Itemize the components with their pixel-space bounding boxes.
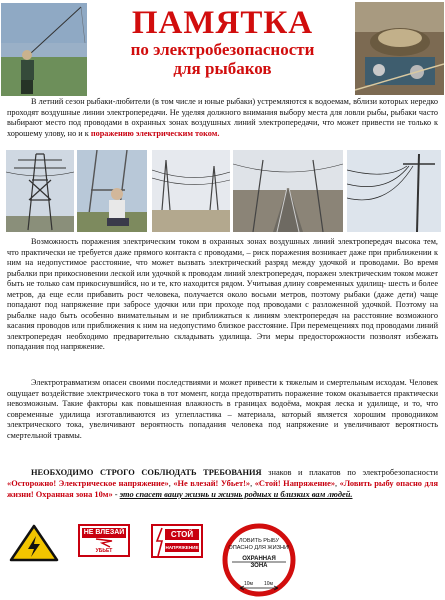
railway-photo bbox=[233, 150, 343, 232]
body-paragraph-2: Электротравматизм опасен своими последствиями и может привести к тяжелым и смертельным исходам. Человек ощущает воздействие электрического тока в тот момент, когда предотвратить поражение током оказывается практически невозможным. Такие факторы как повышенная влажность в границах водоёма, мокрая леска и удилище, и то, что современные удилища изготавливаются из углепластика – материала, который является хорошим проводником электрического тока, увеличивают вероятность попадания человека под напряжение и увеличивают вероятность смертельной травмы. bbox=[7, 378, 438, 440]
intro-paragraph bbox=[7, 97, 438, 139]
fish-sign-text: ЛОВИТЬ РЫБУ ОПАСНО ДЛЯ ЖИЗНИ! ОХРАННАЯ ЗОНА bbox=[228, 538, 290, 569]
power-tower-photo bbox=[6, 150, 74, 232]
wires-sky-photo bbox=[347, 150, 441, 232]
no-climb-sign bbox=[78, 524, 130, 557]
sign-stop: «Стой! Напряжение» bbox=[254, 478, 336, 488]
page-title: ПАМЯТКА bbox=[131, 5, 314, 41]
requirements-paragraph: НЕОБХОДИМО СТРОГО СОБЛЮДАТЬ ТРЕБОВАНИЯ знаков и плакатов по электробезопасности «Осторожно! Электрическое напряжение», «Не влезай! Убьет!», «Стой! Напряжение», «Ловить рыбу опасно для жизни! Охранная зона 10м» - это спасет вашу жизнь и жизнь родных и близких вам людей. bbox=[7, 468, 438, 499]
title-block bbox=[90, 6, 355, 78]
fishing-danger-round-sign bbox=[222, 522, 296, 598]
sign-no-climb: «Не влезай! Убьет!» bbox=[173, 478, 251, 488]
requirements-closing: это спасет вашу жизнь и жизнь родных и близких вам людей. bbox=[119, 489, 353, 499]
fishing-tackle-photo bbox=[355, 2, 444, 95]
no-climb-sublabel: УБЬЕТ bbox=[95, 548, 113, 554]
sign-caution: «Осторожно! Электрическое напряжение» bbox=[7, 478, 169, 488]
high-voltage-triangle-sign bbox=[9, 524, 59, 562]
stop-label: СТОЙ bbox=[165, 529, 199, 540]
no-climb-label: НЕ ВЛЕЗАЙ bbox=[83, 529, 125, 536]
requirements-mid: знаков и плакатов по электробезопасности bbox=[261, 468, 438, 477]
intro-highlight: поражению электрическим током. bbox=[90, 128, 220, 138]
fisherman-photo bbox=[1, 3, 87, 96]
page-subtitle-line2: для рыбаков bbox=[173, 59, 272, 78]
man-under-lines-photo bbox=[77, 150, 147, 232]
fish-distance-left: 10м bbox=[244, 581, 253, 587]
stop-voltage-sign bbox=[151, 524, 203, 558]
requirements-lead: НЕОБХОДИМО СТРОГО СОБЛЮДАТЬ ТРЕБОВАНИЯ bbox=[31, 468, 262, 477]
intro-text: В летний сезон рыбаки-любители (в том числе и юные рыбаки) устремляются к водоемам, вблизи которых нередко проходят воздушные линии электропередачи. Не уделяя должного внимания выбору места для ловли рыбы, рыбаки часто выбирают место под проводами в охранных зонах воздушных линий электропередачи, что может привести не только к хорошему улову, но и к bbox=[7, 97, 438, 138]
sign-fishing-zone: «Ловить рыбу опасно для жизни! Охранная зона 10м» bbox=[7, 478, 438, 499]
page-subtitle-line1: по электробезопасности bbox=[130, 40, 315, 59]
fish-distance-right: 10м bbox=[264, 581, 273, 587]
body-paragraph-1: Возможность поражения электрическим током в охранных зонах воздушных линий электропередач высока тем, что практически не требуется даже прямого контакта с проводами, – риск поражения возникает даже при приближении к ним на недопустимое расстояние, что может вызвать электрический разряд между удочкой и проводами. Во время рыбалки при прикосновении лескoй или удочкой к проводам линий электропередач, поражен электрическим током может быть не только сам прикоснувшийся, но и те, кто находится рядом. Учитывая длину современных удилищ- шесть и более метров, да еще если прибавить рост человека, получается около восьми метров, поэтому рыбаки (даже дети) чаще попадают под напряжение при забросе удочки или при проходе под проводами с разложенной удочкой. Поэтому на рыбалке надо быть особенно внимательным и не приближаться к линиям электропередач на расстояние возможного касания проводов или приближения к ним на недопустимо близкое расстояние. При перемещениях под проводами линий электропередач необходимо предварительно складывать удилища. Эти меры предосторожности позволят избежать попадания под напряжение. bbox=[7, 237, 438, 351]
lines-over-field-photo bbox=[152, 150, 230, 232]
lightning-arrow-icon bbox=[94, 538, 114, 548]
lightning-arrow-icon bbox=[155, 527, 165, 557]
stop-sublabel: НАПРЯЖЕНИЕ bbox=[165, 545, 199, 550]
